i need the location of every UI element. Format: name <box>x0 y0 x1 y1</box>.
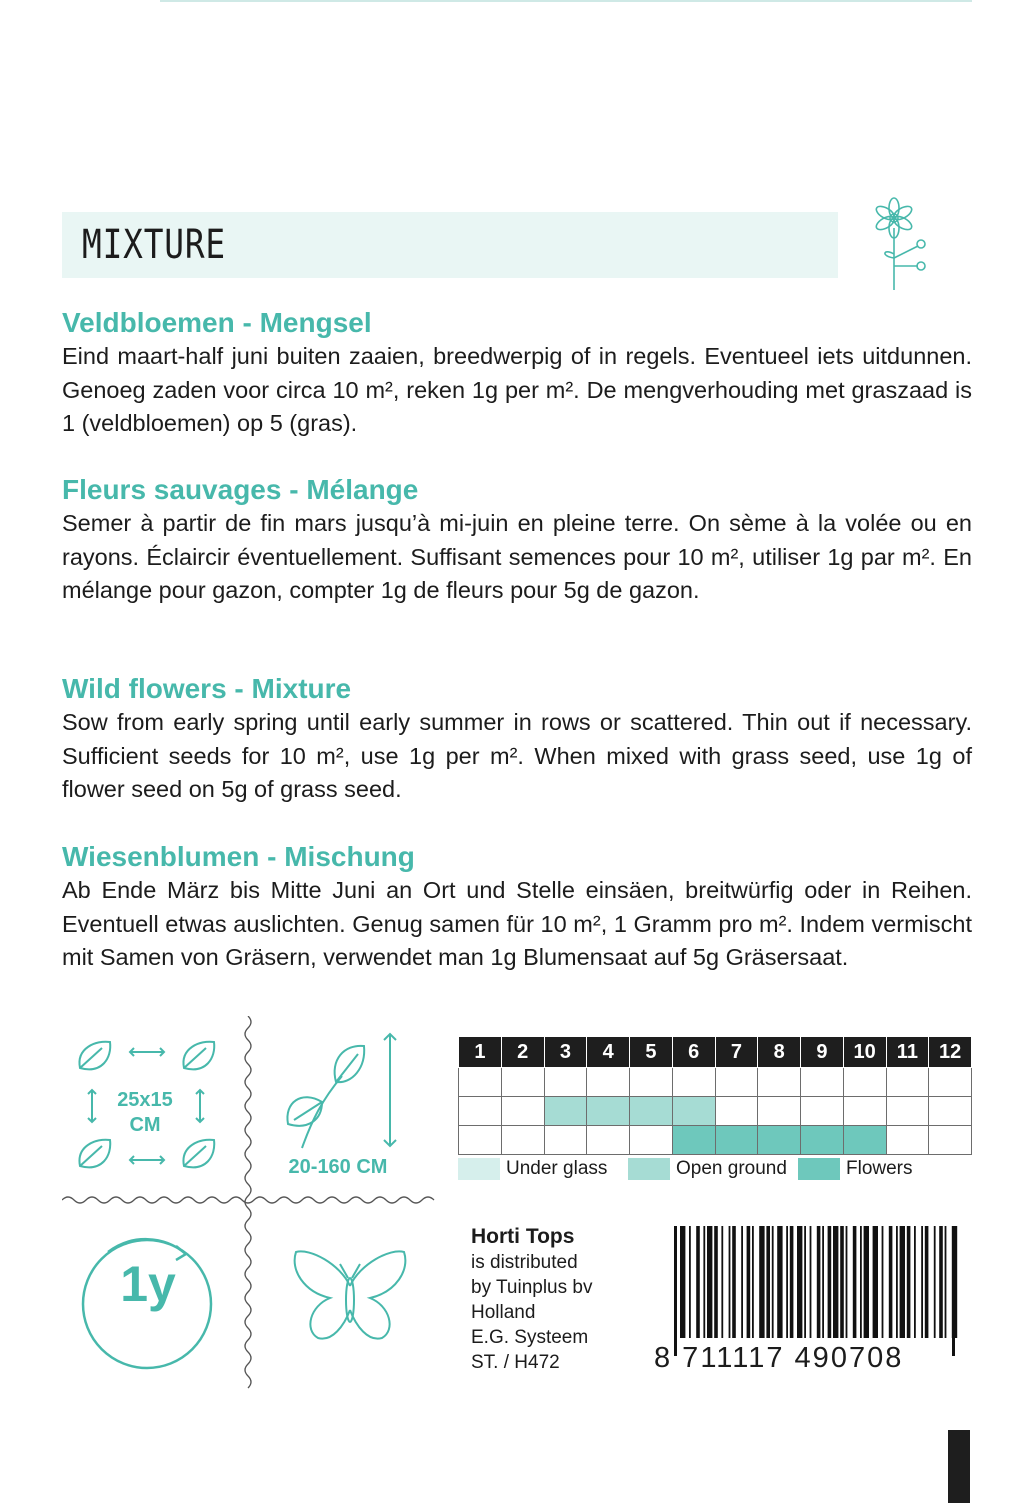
barcode-bar <box>889 1226 893 1338</box>
calendar-cell <box>587 1068 630 1097</box>
calendar-cell <box>715 1126 758 1155</box>
calendar-cell <box>630 1097 673 1126</box>
distributor-info <box>471 1224 592 1375</box>
spacing-size: 25x15 <box>117 1089 173 1111</box>
barcode-bar <box>741 1226 743 1338</box>
barcode-bar <box>846 1226 848 1338</box>
distributor-line: Holland <box>471 1302 536 1323</box>
brand-name: Horti Tops <box>471 1225 575 1248</box>
calendar-cell <box>758 1068 801 1097</box>
calendar-cell <box>630 1068 673 1097</box>
barcode-bar <box>934 1226 936 1338</box>
barcode-bar <box>817 1226 821 1338</box>
calendar-header <box>459 1037 972 1068</box>
calendar-cell <box>886 1068 929 1097</box>
month-11: 11 <box>886 1037 929 1068</box>
calendar-cell <box>630 1126 673 1155</box>
barcode-bar <box>828 1226 832 1338</box>
section-english <box>62 672 972 807</box>
barcode-bar <box>939 1226 943 1338</box>
distributor-line: E.G. Systeem <box>471 1327 589 1348</box>
calendar-cell <box>929 1068 972 1097</box>
calendar-cell <box>929 1097 972 1126</box>
month-8: 8 <box>758 1037 801 1068</box>
barcode-bar <box>840 1226 844 1338</box>
barcode-bar <box>752 1226 754 1338</box>
calendar-cell <box>758 1126 801 1155</box>
calendar-cell <box>587 1097 630 1126</box>
barcode-bar <box>759 1226 764 1338</box>
barcode-bar <box>721 1226 723 1338</box>
spacing-unit: CM <box>129 1114 161 1136</box>
barcode-bar <box>896 1226 898 1338</box>
calendar-cell <box>587 1126 630 1155</box>
page-title: MIXTURE <box>82 222 226 268</box>
barcode-bar <box>810 1226 812 1338</box>
month-12: 12 <box>929 1037 972 1068</box>
height-label: 20-160 CM <box>288 1156 388 1178</box>
barcode-bar <box>786 1226 788 1338</box>
calendar-cell <box>715 1068 758 1097</box>
calendar-cell <box>501 1068 544 1097</box>
section-text: Eind maart-half juni buiten zaaien, breedwerpig of in regels. Eventueel iets uitdunnen. Genoeg zaden voor circa 10 m², reken 1g per m². De mengverhouding met graszaad is 1 (veldbloemen) op 5 (gras). <box>62 343 972 436</box>
butterfly-icon <box>290 1246 410 1350</box>
calendar-cell <box>843 1097 886 1126</box>
section-heading: Veldbloemen - Mengsel <box>62 307 372 338</box>
calendar-cell <box>672 1097 715 1126</box>
barcode-bar <box>732 1226 736 1338</box>
spacing-label <box>100 1088 190 1138</box>
black-marker-bar <box>948 1430 970 1503</box>
distributor-line: by Tuinplus bv <box>471 1277 593 1298</box>
calendar-cell <box>459 1126 502 1155</box>
calendar-cell <box>886 1126 929 1155</box>
barcode-bar <box>860 1226 862 1338</box>
calendar-cell <box>544 1097 587 1126</box>
calendar-cell <box>672 1068 715 1097</box>
barcode-bar <box>900 1226 905 1338</box>
calendar-cell <box>501 1126 544 1155</box>
calendar-cell <box>801 1097 844 1126</box>
calendar-cell <box>459 1068 502 1097</box>
barcode-bar <box>914 1226 916 1338</box>
legend-swatch <box>628 1158 670 1180</box>
barcode-bar <box>766 1226 770 1338</box>
barcode-bar <box>772 1226 774 1338</box>
calendar-cell <box>758 1097 801 1126</box>
legend-swatch <box>798 1158 840 1180</box>
month-4: 4 <box>587 1037 630 1068</box>
barcode-bar <box>714 1226 718 1338</box>
top-divider <box>160 0 972 2</box>
month-5: 5 <box>630 1037 673 1068</box>
plant-height-icon <box>282 1030 402 1152</box>
legend-label: Flowers <box>846 1158 913 1179</box>
barcode-bar <box>790 1226 794 1338</box>
month-3: 3 <box>544 1037 587 1068</box>
calendar-cell <box>801 1126 844 1155</box>
barcode-bar <box>925 1226 929 1338</box>
barcode-bar <box>797 1226 802 1338</box>
section-dutch <box>62 306 972 441</box>
calendar-cell <box>544 1068 587 1097</box>
barcode-bar <box>882 1226 884 1338</box>
barcode-bar <box>864 1226 869 1338</box>
month-6: 6 <box>672 1037 715 1068</box>
section-text: Ab Ende März bis Mitte Juni an Ort und Stelle einsäen, breitwürfig oder in Reihen. Eventuell etwas auslichten. Genug samen für 10 m², 1 Gramm pro m². Indem vermischt mit Samen von Gräsern, verwendet man 1g Blumensaat auf 5g Gräsersaat. <box>62 877 972 970</box>
calendar-cell <box>843 1126 886 1155</box>
barcode-bar <box>747 1226 751 1338</box>
barcode-guard-bar <box>674 1226 677 1356</box>
barcode-bar <box>921 1226 923 1338</box>
section-heading: Fleurs sauvages - Mélange <box>62 474 419 505</box>
month-7: 7 <box>715 1037 758 1068</box>
calendar-row-flowers <box>459 1126 972 1155</box>
wavy-divider-horizontal <box>62 1192 438 1208</box>
barcode-bar <box>689 1226 691 1338</box>
section-text: Semer à partir de fin mars jusqu’à mi-juin en pleine terre. On sème à la volée ou en rayons. Éclaircir éventuellement. Suffisant semences pour 10 m², utiliser 1g par m². En mélange pour gazon, compter 1g de fleurs pour 5g de gazon. <box>62 510 972 603</box>
section-heading: Wild flowers - Mixture <box>62 673 352 704</box>
calendar-cell <box>929 1126 972 1155</box>
calendar-cell <box>459 1097 502 1126</box>
distributor-line: is distributed <box>471 1252 578 1273</box>
section-text: Sow from early spring until early summer in rows or scattered. Thin out if necessary. Sufficient seeds for 10 m², use 1g per m². When mixed with grass seed, use 1g of flower seed on 5g of grass seed. <box>62 709 972 802</box>
month-9: 9 <box>801 1037 844 1068</box>
month-2: 2 <box>501 1037 544 1068</box>
distributor-line: ST. / H472 <box>471 1352 560 1373</box>
barcode-bar <box>945 1226 947 1338</box>
calendar-cell <box>672 1126 715 1155</box>
barcode-bar <box>680 1226 685 1338</box>
month-10: 10 <box>843 1037 886 1068</box>
barcode-bar <box>853 1226 857 1338</box>
calendar-row-under-glass <box>459 1068 972 1097</box>
barcode-bar <box>873 1226 878 1338</box>
calendar-cell <box>801 1068 844 1097</box>
lifecycle-label: 1y <box>120 1256 176 1312</box>
barcode-bar <box>777 1226 782 1338</box>
section-german <box>62 840 972 975</box>
legend-label: Open ground <box>676 1158 787 1179</box>
flower-logo-icon <box>868 196 932 292</box>
section-heading: Wiesenblumen - Mischung <box>62 841 415 872</box>
barcode-guard-bar <box>952 1226 955 1356</box>
legend-label: Under glass <box>506 1158 608 1179</box>
section-french <box>62 473 972 608</box>
barcode-digits: 8 711117 490708 <box>654 1342 904 1374</box>
calendar-cell <box>843 1068 886 1097</box>
barcode-bar <box>804 1226 806 1338</box>
barcode-bar <box>833 1226 838 1338</box>
calendar-cell <box>886 1097 929 1126</box>
barcode-bar <box>707 1226 712 1338</box>
calendar-cell <box>544 1126 587 1155</box>
barcode-bar <box>696 1226 700 1338</box>
sowing-calendar <box>458 1036 972 1155</box>
calendar-cell <box>501 1097 544 1126</box>
calendar-cell <box>715 1097 758 1126</box>
legend-swatch <box>458 1158 500 1180</box>
barcode-bar <box>729 1226 731 1338</box>
calendar-row-open-ground <box>459 1097 972 1126</box>
month-1: 1 <box>459 1037 502 1068</box>
barcode-bar <box>907 1226 911 1338</box>
barcode-bar <box>703 1226 705 1338</box>
barcode-bar <box>822 1226 824 1338</box>
